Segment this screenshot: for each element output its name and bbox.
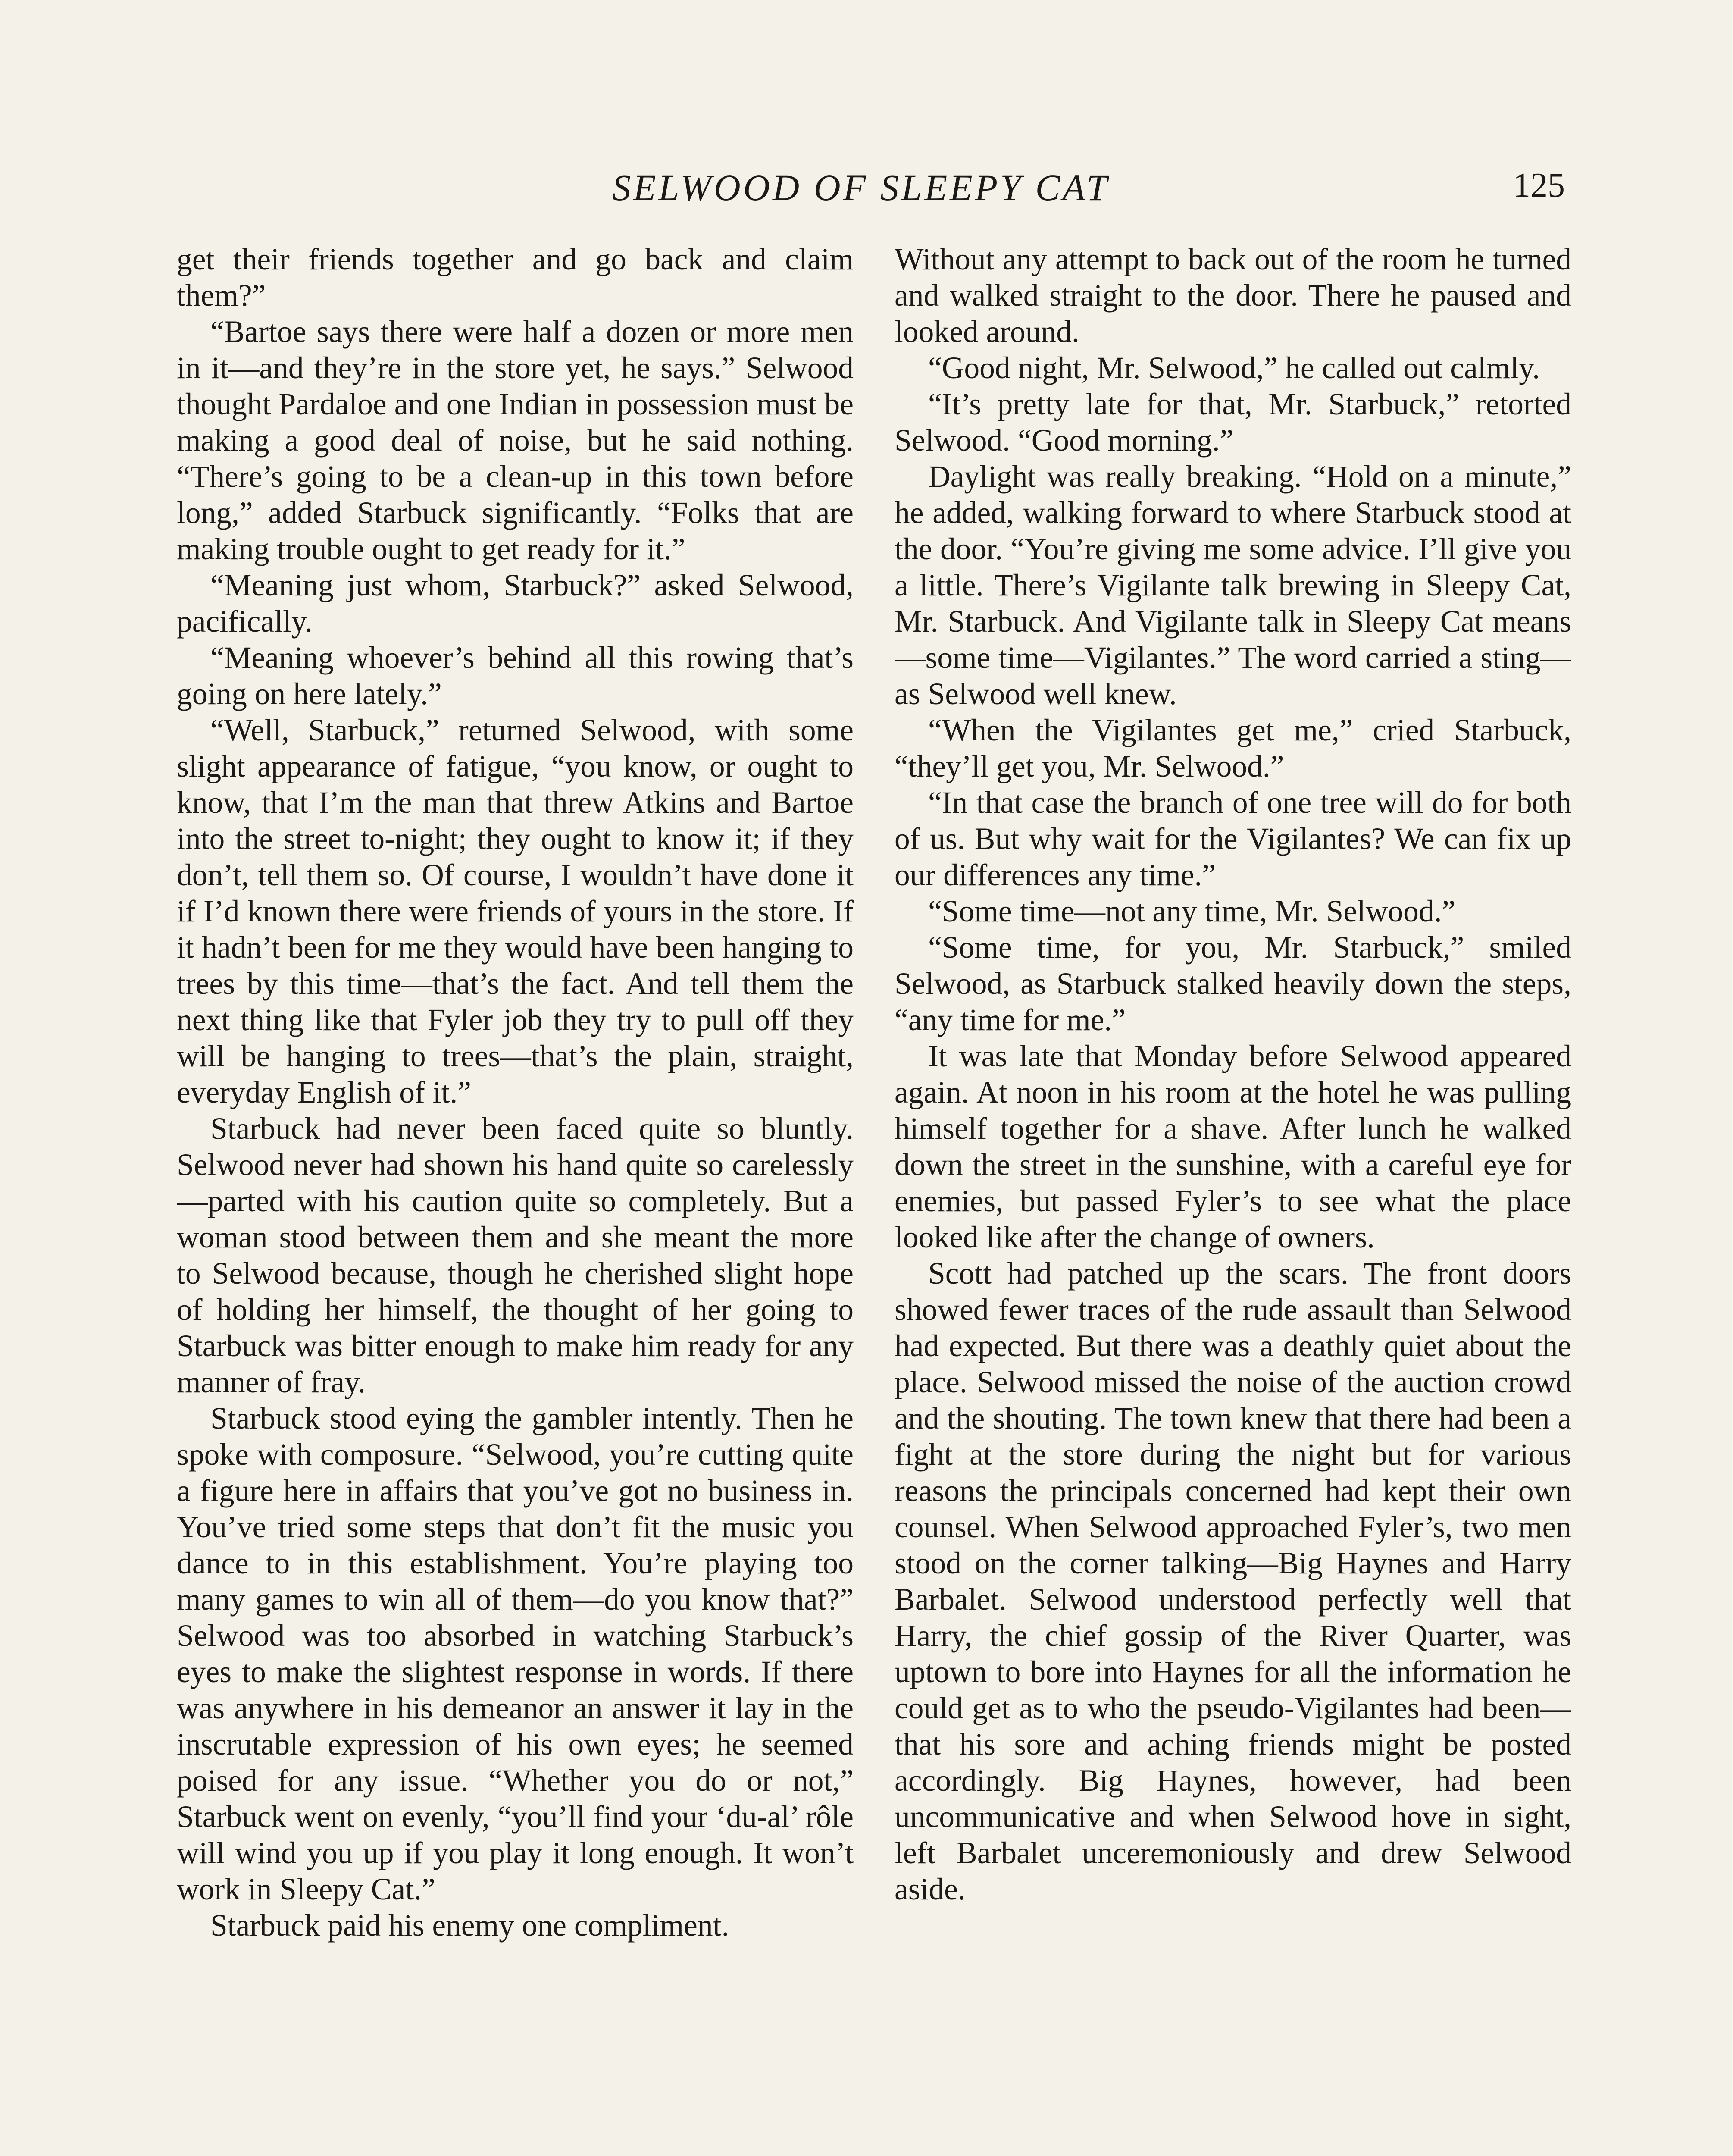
page-number: 125 (1513, 166, 1565, 204)
paragraph: Without any attempt to back out of the room he turned and walked straight to the door. There he paused and looked around. (895, 242, 1571, 349)
paragraph: Starbuck had never been faced quite so bluntly. Selwood never had shown his hand quite so carelessly—parted with his caution quite so completely. But a woman stood between them and she meant the more to Selwood because, though he cherished slight hope of holding her himself, the thought of her going to Starbuck was bitter enough to make him ready for any manner of fray. (177, 1112, 854, 1399)
left-text-column (177, 241, 854, 2156)
page-header (0, 166, 1733, 213)
paragraph: “It’s pretty late for that, Mr. Starbuck,” retorted Selwood. “Good morning.” (895, 387, 1571, 458)
paragraph: It was late that Monday before Selwood appeared again. At noon in his room at the hotel he was pulling himself together for a shave. After lunch he walked down the street in the sunshine, with a careful eye for enemies, but passed Fyler’s to see what the place looked like after the change of owners. (895, 1039, 1571, 1254)
paragraph: “Good night, Mr. Selwood,” he called out calmly. (928, 351, 1540, 385)
paragraph: “Meaning whoever’s behind all this rowing that’s going on here lately.” (177, 641, 854, 711)
paragraph: “Some time, for you, Mr. Starbuck,” smiled Selwood, as Starbuck stalked heavily down the steps, “any time for me.” (895, 931, 1571, 1037)
paragraph: get their friends together and go back and claim them?” (177, 242, 854, 313)
paragraph: “In that case the branch of one tree will do for both of us. But why wait for the Vigilantes? We can fix up our differences any time.” (895, 786, 1571, 892)
running-title: SELWOOD OF SLEEPY CAT (612, 167, 1110, 208)
paragraph: “Meaning just whom, Starbuck?” asked Selwood, pacifically. (177, 568, 854, 639)
right-text-column (895, 241, 1571, 2156)
paragraph: Scott had patched up the scars. The front doors showed fewer traces of the rude assault than Selwood had expected. But there was a deathly quiet about the place. Selwood missed the noise of the auction crowd and the shouting. The town knew that there had been a fight at the store during the night but for various reasons the principals concerned had kept their own counsel. When Selwood approached Fyler’s, two men stood on the corner talking—Big Haynes and Harry Barbalet. Selwood understood perfectly well that Harry, the chief gossip of the River Quarter, was uptown to bore into Haynes for all the information he could get as to who the pseudo-Vigilantes had been—that his sore and aching friends might be posted accordingly. Big Haynes, however, had been uncommunicative and when Selwood hove in sight, left Barbalet unceremoniously and drew Selwood aside. (895, 1257, 1571, 1906)
paragraph: “When the Vigilantes get me,” cried Starbuck, “they’ll get you, Mr. Selwood.” (895, 713, 1571, 783)
paragraph: “Well, Starbuck,” returned Selwood, with some slight appearance of fatigue, “you know, or ought to know, that I’m the man that threw Atkins and Bartoe into the street to-night; they ought to know it; if they don’t, tell them so. Of course, I wouldn’t have done it if I’d known there were friends of yours in the store. If it hadn’t been for me they would have been hanging to trees by this time—that’s the fact. And tell them the next thing like that Fyler job they try to pull off they will be hanging to trees—that’s the plain, straight, everyday English of it.” (177, 713, 854, 1109)
paragraph: “Some time—not any time, Mr. Selwood.” (928, 894, 1456, 928)
paragraph: Daylight was really breaking. “Hold on a minute,” he added, walking forward to where Starbuck stood at the door. “You’re giving me some advice. I’ll give you a little. There’s Vigilante talk brewing in Sleepy Cat, Mr. Starbuck. And Vigilante talk in Sleepy Cat means—some time—Vigilantes.” The word carried a sting—as Selwood well knew. (895, 460, 1571, 711)
paragraph: “Bartoe says there were half a dozen or more men in it—and they’re in the store yet, he says.” Selwood thought Pardaloe and one Indian in possession must be making a good deal of noise, but he said nothing. “There’s going to be a clean-up in this town before long,” added Starbuck significantly. “Folks that are making trouble ought to get ready for it.” (177, 315, 854, 566)
paragraph: Starbuck paid his enemy one compliment. (210, 1908, 729, 1943)
paragraph: Starbuck stood eying the gambler intently. Then he spoke with composure. “Selwood, you’re cutting quite a figure here in affairs that you’ve got no business in. You’ve tried some steps that don’t fit the music you dance to in this establishment. You’re playing too many games to win all of them—do you know that?” Selwood was too absorbed in watching Starbuck’s eyes to make the slightest response in words. If there was anywhere in his demeanor an answer it lay in the inscrutable expression of his own eyes; he seemed poised for any issue. “Whether you do or not,” Starbuck went on evenly, “you’ll find your ‘du-al’ rôle will wind you up if you play it long enough. It won’t work in Sleepy Cat.” (177, 1401, 854, 1906)
